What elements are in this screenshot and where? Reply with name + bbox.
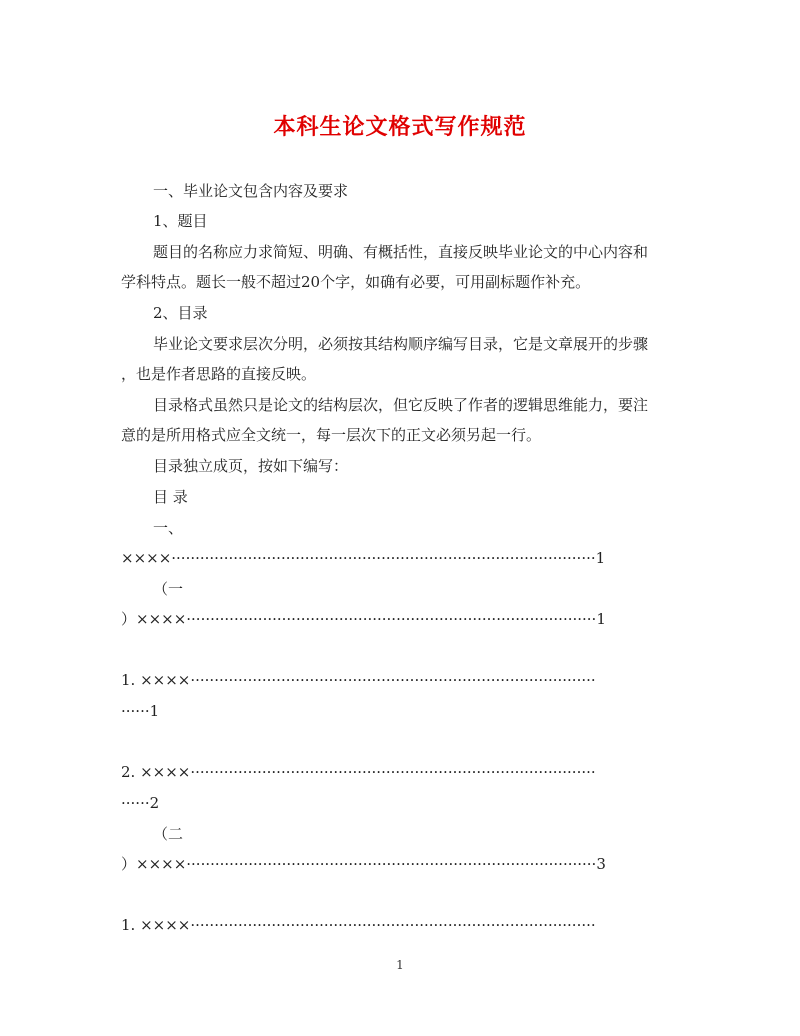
toc-line: （二 xyxy=(153,825,184,843)
body-paragraph-line: 意的是所用格式应全文统一，每一层次下的正文必须另起一行。 xyxy=(121,426,542,444)
section-heading: 一、毕业论文包含内容及要求 xyxy=(153,182,349,200)
body-paragraph-line: 题目的名称应力求简短、明确、有概括性，直接反映毕业论文的中心内容和 xyxy=(153,243,649,261)
subheading-title: 1、题目 xyxy=(153,212,208,230)
body-paragraph-line: 毕业论文要求层次分明，必须按其结构顺序编写目录，它是文章展开的步骤 xyxy=(153,335,649,353)
body-paragraph-line: 目录格式虽然只是论文的结构层次，但它反映了作者的逻辑思维能力，要注 xyxy=(153,396,649,414)
body-paragraph-line: 目录独立成页，按如下编写： xyxy=(153,457,349,475)
toc-heading: 目 录 xyxy=(153,488,188,506)
toc-line: 1. ××××····················································································· xyxy=(121,671,596,689)
body-paragraph-line: 学科特点。题长一般不超过20个字，如确有必要，可用副标题作补充。 xyxy=(121,273,591,291)
toc-line: 一、 xyxy=(153,519,184,537)
toc-line: 1. ××××····················································································· xyxy=(121,916,596,934)
subheading-toc: 2、目录 xyxy=(153,304,208,322)
toc-line: ······1 xyxy=(121,702,160,720)
toc-line: ）××××······················································································3 xyxy=(121,855,606,873)
page-number: 1 xyxy=(396,958,404,972)
toc-line: 2. ××××····················································································· xyxy=(121,763,596,781)
page-title: 本科生论文格式写作规范 xyxy=(273,114,527,140)
toc-line: ······2 xyxy=(121,794,160,812)
toc-line: （一 xyxy=(153,580,184,598)
toc-line: ）××××······················································································1 xyxy=(121,610,606,628)
body-paragraph-line: ，也是作者思路的直接反映。 xyxy=(121,365,317,383)
toc-line: ××××·························································································1 xyxy=(121,549,606,567)
